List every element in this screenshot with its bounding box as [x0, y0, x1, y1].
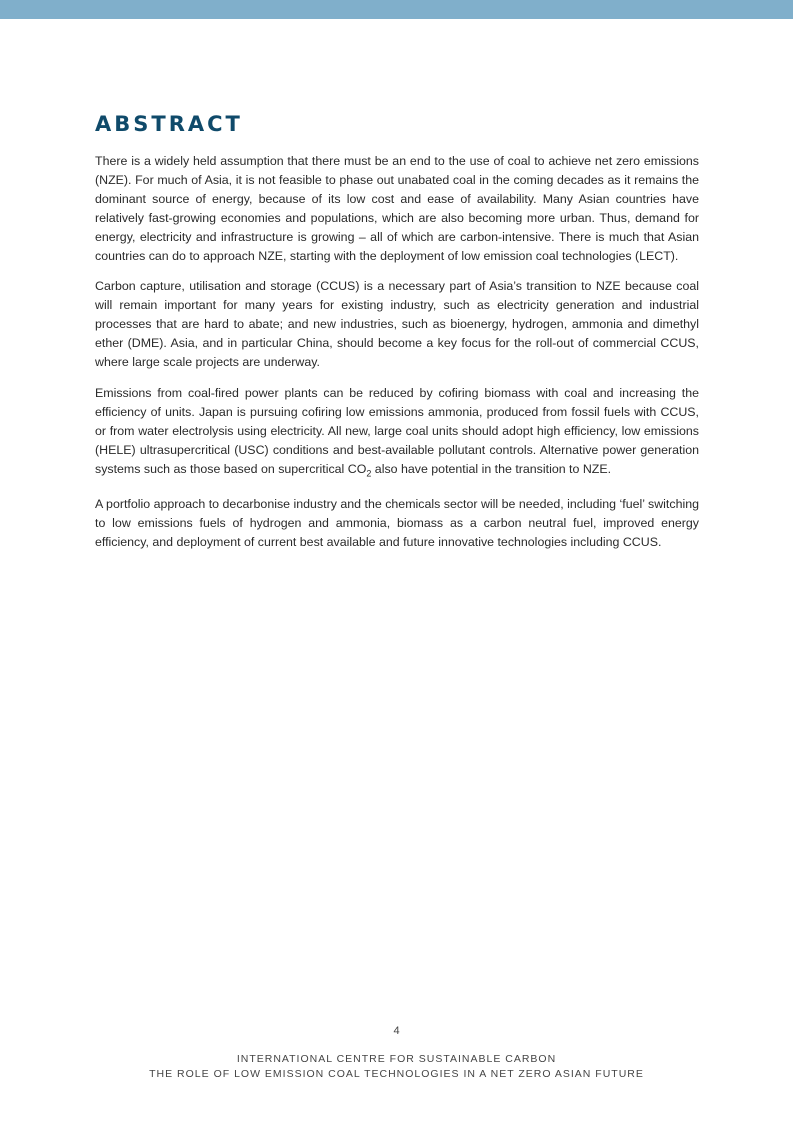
paragraph: Carbon capture, utilisation and storage (CCUS) is a necessary part of Asia’s transition to NZE because coal will remain important for many years for existing industry, such as electricity generation and industrial processes that are hard to abate; and new industries, such as bioenergy, hydrogen, ammonia and dimethyl ether (DME). Asia, and in particular China, should become a key focus for the roll-out of commercial CCUS, where large scale projects are underway.	[95, 279, 699, 370]
abstract-body	[95, 152, 699, 564]
paragraph: A portfolio approach to decarbonise industry and the chemicals sector will be needed, including ‘fuel’ switching to low emissions fuels of hydrogen and ammonia, biomass as a carbon neutral fuel, improved energy efficiency, and deployment of current best available and future innovative technologies including CCUS.	[95, 496, 699, 549]
page-number: 4	[393, 1025, 400, 1037]
footer-report-title: THE ROLE OF LOW EMISSION COAL TECHNOLOGIES IN A NET ZERO ASIAN FUTURE	[149, 1068, 644, 1080]
footer	[0, 1052, 793, 1082]
page-title: ABSTRACT	[95, 112, 243, 136]
footer-organization: INTERNATIONAL CENTRE FOR SUSTAINABLE CARBON	[236, 1053, 557, 1065]
subscript: 2	[366, 468, 372, 479]
header-bar	[0, 0, 793, 19]
paragraph-text: also have potential in the transition to NZE.	[371, 461, 612, 476]
paragraph: There is a widely held assumption that there must be an end to the use of coal to achieve net zero emissions (NZE). For much of Asia, it is not feasible to phase out unabated coal in the coming decades as it remains the dominant source of energy, because of its low cost and ease of availability. Many Asian countries have relatively fast-growing economies and populations, which are also becoming more urban. Thus, demand for energy, electricity and infrastructure is growing – all of which are carbon-intensive. There is much that Asian countries can do to approach NZE, starting with the deployment of low emission coal technologies (LECT).	[95, 154, 699, 263]
paragraph-text: Emissions from coal-fired power plants can be reduced by cofiring biomass with coal and increasing the efficiency of units. Japan is pursuing cofiring low emissions ammonia, produced from fossil fuels with CCUS, or from water electrolysis using electricity. All new, large coal units should adopt high efficiency, low emissions (HELE) ultrasupercritical (USC) conditions and best-available pollutant controls. Alternative power generation systems such as those based on supercritical CO	[95, 385, 699, 476]
paragraph	[95, 384, 699, 483]
